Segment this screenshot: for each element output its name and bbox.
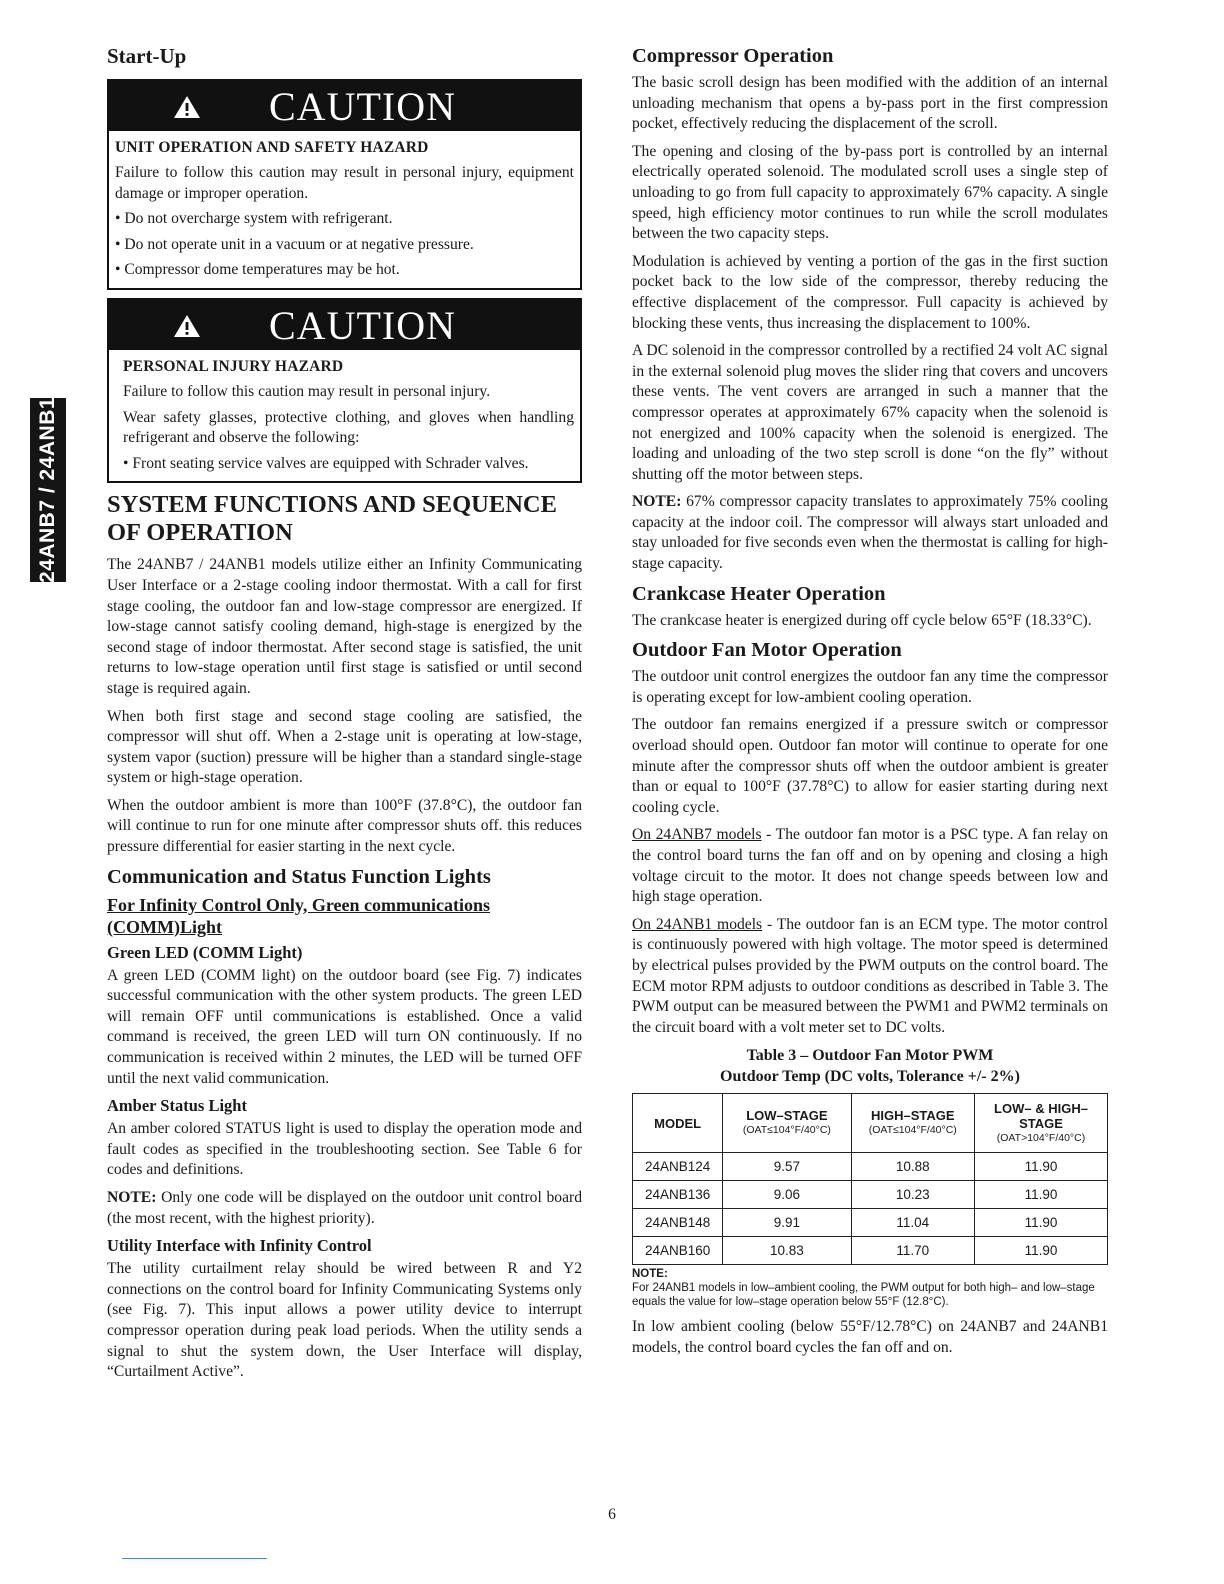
- caution-bullet: • Front seating service valves are equipped with Schrader valves.: [123, 454, 529, 472]
- crankcase-heading: Crankcase Heater Operation: [632, 582, 886, 605]
- header-sub: (OAT≤104°F/40°C): [742, 1124, 831, 1137]
- warning-triangle-icon: [173, 95, 201, 119]
- table-cell: 24ANB124: [633, 1153, 723, 1181]
- caution-title: PERSONAL INJURY HAZARD: [123, 357, 344, 375]
- compressor-note: [632, 492, 1108, 574]
- table-title-line: Table 3 – Outdoor Fan Motor PWM: [746, 1047, 994, 1065]
- caution-body: [109, 350, 580, 481]
- header-main: HIGH–STAGE: [870, 1108, 955, 1124]
- header-main: LOW– & HIGH–STAGE: [994, 1100, 1088, 1131]
- compressor-paragraph: Modulation is achieved by venting a portion of the gas in the first suction pocket back to the low side of the compressor, thereby reducing the effective displacement of the compressor. Full capacity is achieved by blocking these vents, thus increasing the displacement to 100%.: [632, 252, 1108, 332]
- caution-text: Failure to follow this caution may result in personal injury.: [123, 382, 491, 400]
- caution-body: [109, 131, 580, 288]
- crankcase-text: The crankcase heater is energized during off cycle below 65°F (18.33°C).: [632, 611, 1092, 629]
- model-lead: On 24ANB7 models: [632, 826, 762, 844]
- table-row: [633, 1209, 1108, 1237]
- startup-heading: Start-Up: [107, 44, 187, 68]
- caution-title: UNIT OPERATION AND SAFETY HAZARD: [115, 139, 429, 156]
- table-cell: 10.83: [723, 1237, 851, 1265]
- system-paragraph: When the outdoor ambient is more than 100°F (37.8°C), the outdoor fan will continue to run for one minute after compressor shuts off. this reduces pressure differential for easier starting in the next cycle.: [107, 796, 582, 856]
- note-label: NOTE:: [107, 1189, 157, 1206]
- header-sub: (OAT>104°F/40°C): [996, 1131, 1086, 1144]
- table-row: [633, 1153, 1108, 1181]
- pwm-table: [632, 1093, 1108, 1265]
- side-tab: [30, 398, 66, 582]
- table-note-label: NOTE:: [632, 1268, 668, 1281]
- fan-paragraph: [632, 825, 1108, 907]
- fan-paragraph: The outdoor unit control energizes the outdoor fan any time the compressor is operating except for low-ambient cooling operation.: [632, 668, 1108, 706]
- page-number: 6: [608, 1506, 616, 1523]
- caution-bullet: • Compressor dome temperatures may be hot.: [115, 261, 400, 279]
- system-paragraph: When both first stage and second stage cooling are satisfied, the compressor will shut off. When a 2-stage unit is operating at low-stage, system vapor (suction) pressure will be higher than a standard single-stage system or high-stage operation.: [107, 707, 582, 787]
- note-text: 67% compressor capacity translates to approximately 75% cooling capacity at the indoor coil. The compressor will always start unloaded and stay unloaded for five seconds even when the thermostat is calling for high-stage capacity.: [632, 493, 1108, 573]
- table-header-cell: [633, 1094, 723, 1153]
- compressor-paragraph: The basic scroll design has been modified with the addition of an internal unloading mechanism that opens a by-pass port in the first compression pocket, effectively reducing the displacement of the scroll.: [632, 74, 1108, 133]
- table-cell: 9.91: [723, 1209, 851, 1237]
- compressor-heading: Compressor Operation: [632, 45, 834, 67]
- green-led-heading: Green LED (COMM Light): [107, 942, 303, 962]
- green-led-text: A green LED (COMM light) on the outdoor board (see Fig. 7) indicates successful communication with the other system products. The green LED will remain OFF until communications is established. Once a valid command is received, the green LED will turn ON continuously. If no communication is received within 2 minutes, the LED will be turned OFF until the next valid communication.: [107, 966, 582, 1087]
- fan-paragraph: [632, 915, 1108, 1039]
- table-cell: 9.06: [723, 1181, 851, 1209]
- system-paragraph: The 24ANB7 / 24ANB1 models utilize either an Infinity Communicating User Interface or a 2-stage cooling indoor thermostat. With a call for first stage cooling, the outdoor fan and low-stage compressor are energized. If low-stage cannot satisfy cooling demand, high-stage is energized by the second stage of indoor thermostat. After second stage is satisfied, the unit returns to low-stage operation until first stage is satisfied or until second stage is required again.: [107, 556, 582, 697]
- table-cell: 11.70: [851, 1237, 975, 1265]
- table-cell: 11.90: [975, 1153, 1108, 1181]
- header-sub: (OAT≤104°F/40°C): [868, 1124, 957, 1137]
- table-header-cell: [723, 1094, 851, 1153]
- table-header-row: [633, 1094, 1108, 1153]
- comm-subheading: For Infinity Control Only, Green communications (COMM)Light: [107, 894, 491, 937]
- compressor-paragraph: The opening and closing of the by-pass port is controlled by an internal electrically operated solenoid. The modulated scroll uses a single step of unloading to go from full capacity to approximately 67% capacity. A single speed, high efficiency motor continues to run while the scroll modulates between the two capacity steps.: [632, 142, 1108, 243]
- fan-text: - The outdoor fan is an ECM type. The motor control is continuously powered with high voltage. The motor speed is determined by electrical pulses provided by the PWM outputs on the control board. The ECM motor RPM adjusts to outdoor conditions as described in Table 3. The PWM output can be measured between the PWM1 and PWM2 terminals on the circuit board with a volt meter set to DC volts.: [632, 915, 1108, 1036]
- note-text: Only one code will be displayed on the outdoor unit control board (the most recent, with the highest priority).: [107, 1189, 582, 1227]
- table-cell: 9.57: [723, 1153, 851, 1181]
- table-title: [632, 1045, 1108, 1087]
- caution-bullet: • Do not overcharge system with refrigerant.: [115, 210, 393, 228]
- caution-text: Wear safety glasses, protective clothing, and gloves when handling refrigerant and observe the following:: [123, 408, 574, 447]
- note-label: NOTE:: [632, 493, 682, 511]
- table-cell: 11.90: [975, 1237, 1108, 1265]
- utility-text: The utility curtailment relay should be wired between R and Y2 connections on the control board for Infinity Communicating Systems only (see Fig. 7). This input allows a power utility device to interrupt compressor operation during peak load periods. When the utility sends a signal to shut the system down, the User Interface will display, “Curtailment Active”.: [107, 1260, 582, 1381]
- fan-paragraph: The outdoor fan remains energized if a pressure switch or compressor overload should open. Outdoor fan motor will continue to operate for one minute after the compressor shuts off when the outdoor ambient is greater than or equal to 100°F (37.78°C) to allow for easier starting during next cooling cycle.: [632, 716, 1108, 816]
- right-column: [632, 44, 1108, 1366]
- fan-final-text: In low ambient cooling (below 55°F/12.78°C) on 24ANB7 and 24ANB1 models, the control board cycles the fan off and on.: [632, 1318, 1108, 1356]
- amber-text: An amber colored STATUS light is used to display the operation mode and fault codes as specified in the troubleshooting section. See Table 6 for codes and definitions.: [107, 1120, 582, 1179]
- comm-note: [107, 1188, 582, 1229]
- warning-triangle-icon: [173, 314, 201, 338]
- left-column: [107, 44, 582, 1390]
- caution-box-2: [107, 298, 582, 483]
- caution-word: CAUTION: [269, 302, 456, 348]
- caution-text: Failure to follow this caution may result in personal injury, equipment damage or improper operation.: [115, 164, 574, 202]
- comm-heading: Communication and Status Function Lights: [107, 865, 491, 888]
- table-cell: 11.90: [975, 1181, 1108, 1209]
- table-note: [632, 1267, 1108, 1309]
- compressor-paragraph: A DC solenoid in the compressor controlled by a rectified 24 volt AC signal in the external solenoid plug moves the slider ring that covers and uncovers these vents. The vent covers are arranged in such a manner that the compressor operates at approximately 67% capacity when the solenoid is not energized and 100% capacity when the solenoid is energized. The loading and unloading of the two step scroll is done “on the fly” without shutting off the motor between steps.: [632, 342, 1108, 483]
- table-cell: 24ANB136: [633, 1181, 723, 1209]
- model-lead: On 24ANB1 models: [632, 915, 763, 933]
- header-main: LOW–STAGE: [746, 1108, 828, 1124]
- fan-text: - The outdoor fan motor is a PSC type. A fan relay on the control board turns the fan off and on by opening and closing a high voltage circuit to the motor. It does not change speeds between low and high stage operation.: [632, 826, 1109, 906]
- table-row: [633, 1237, 1108, 1265]
- footer-divider: [122, 1558, 267, 1559]
- header-main: MODEL: [654, 1115, 702, 1131]
- table-cell: 11.04: [851, 1209, 975, 1237]
- system-heading: SYSTEM FUNCTIONS AND SEQUENCE OF OPERATION: [107, 491, 557, 547]
- caution-header: [109, 81, 580, 131]
- caution-box-1: [107, 79, 582, 290]
- caution-word: CAUTION: [269, 84, 456, 129]
- table-cell: 24ANB160: [633, 1237, 723, 1265]
- utility-heading: Utility Interface with Infinity Control: [107, 1236, 372, 1256]
- table-title-line: Outdoor Temp (DC volts, Tolerance +/- 2%): [720, 1068, 1020, 1086]
- table-cell: 10.88: [851, 1153, 975, 1181]
- caution-header: [109, 300, 580, 350]
- amber-heading: Amber Status Light: [107, 1096, 247, 1116]
- table-header-cell: [851, 1094, 975, 1153]
- caution-bullet: • Do not operate unit in a vacuum or at negative pressure.: [115, 235, 474, 253]
- table-note-text: For 24ANB1 models in low–ambient cooling, the PWM output for both high– and low–stage equals the value for low–stage operation below 55°F (12.8°C).: [632, 1282, 1095, 1309]
- side-tab-label: 24ANB7 / 24ANB1: [36, 396, 59, 584]
- table-row: [633, 1181, 1108, 1209]
- table-cell: 10.23: [851, 1181, 975, 1209]
- table-cell: 11.90: [975, 1209, 1108, 1237]
- table-header-cell: [975, 1094, 1108, 1153]
- fan-heading: Outdoor Fan Motor Operation: [632, 639, 902, 662]
- table-cell: 24ANB148: [633, 1209, 723, 1237]
